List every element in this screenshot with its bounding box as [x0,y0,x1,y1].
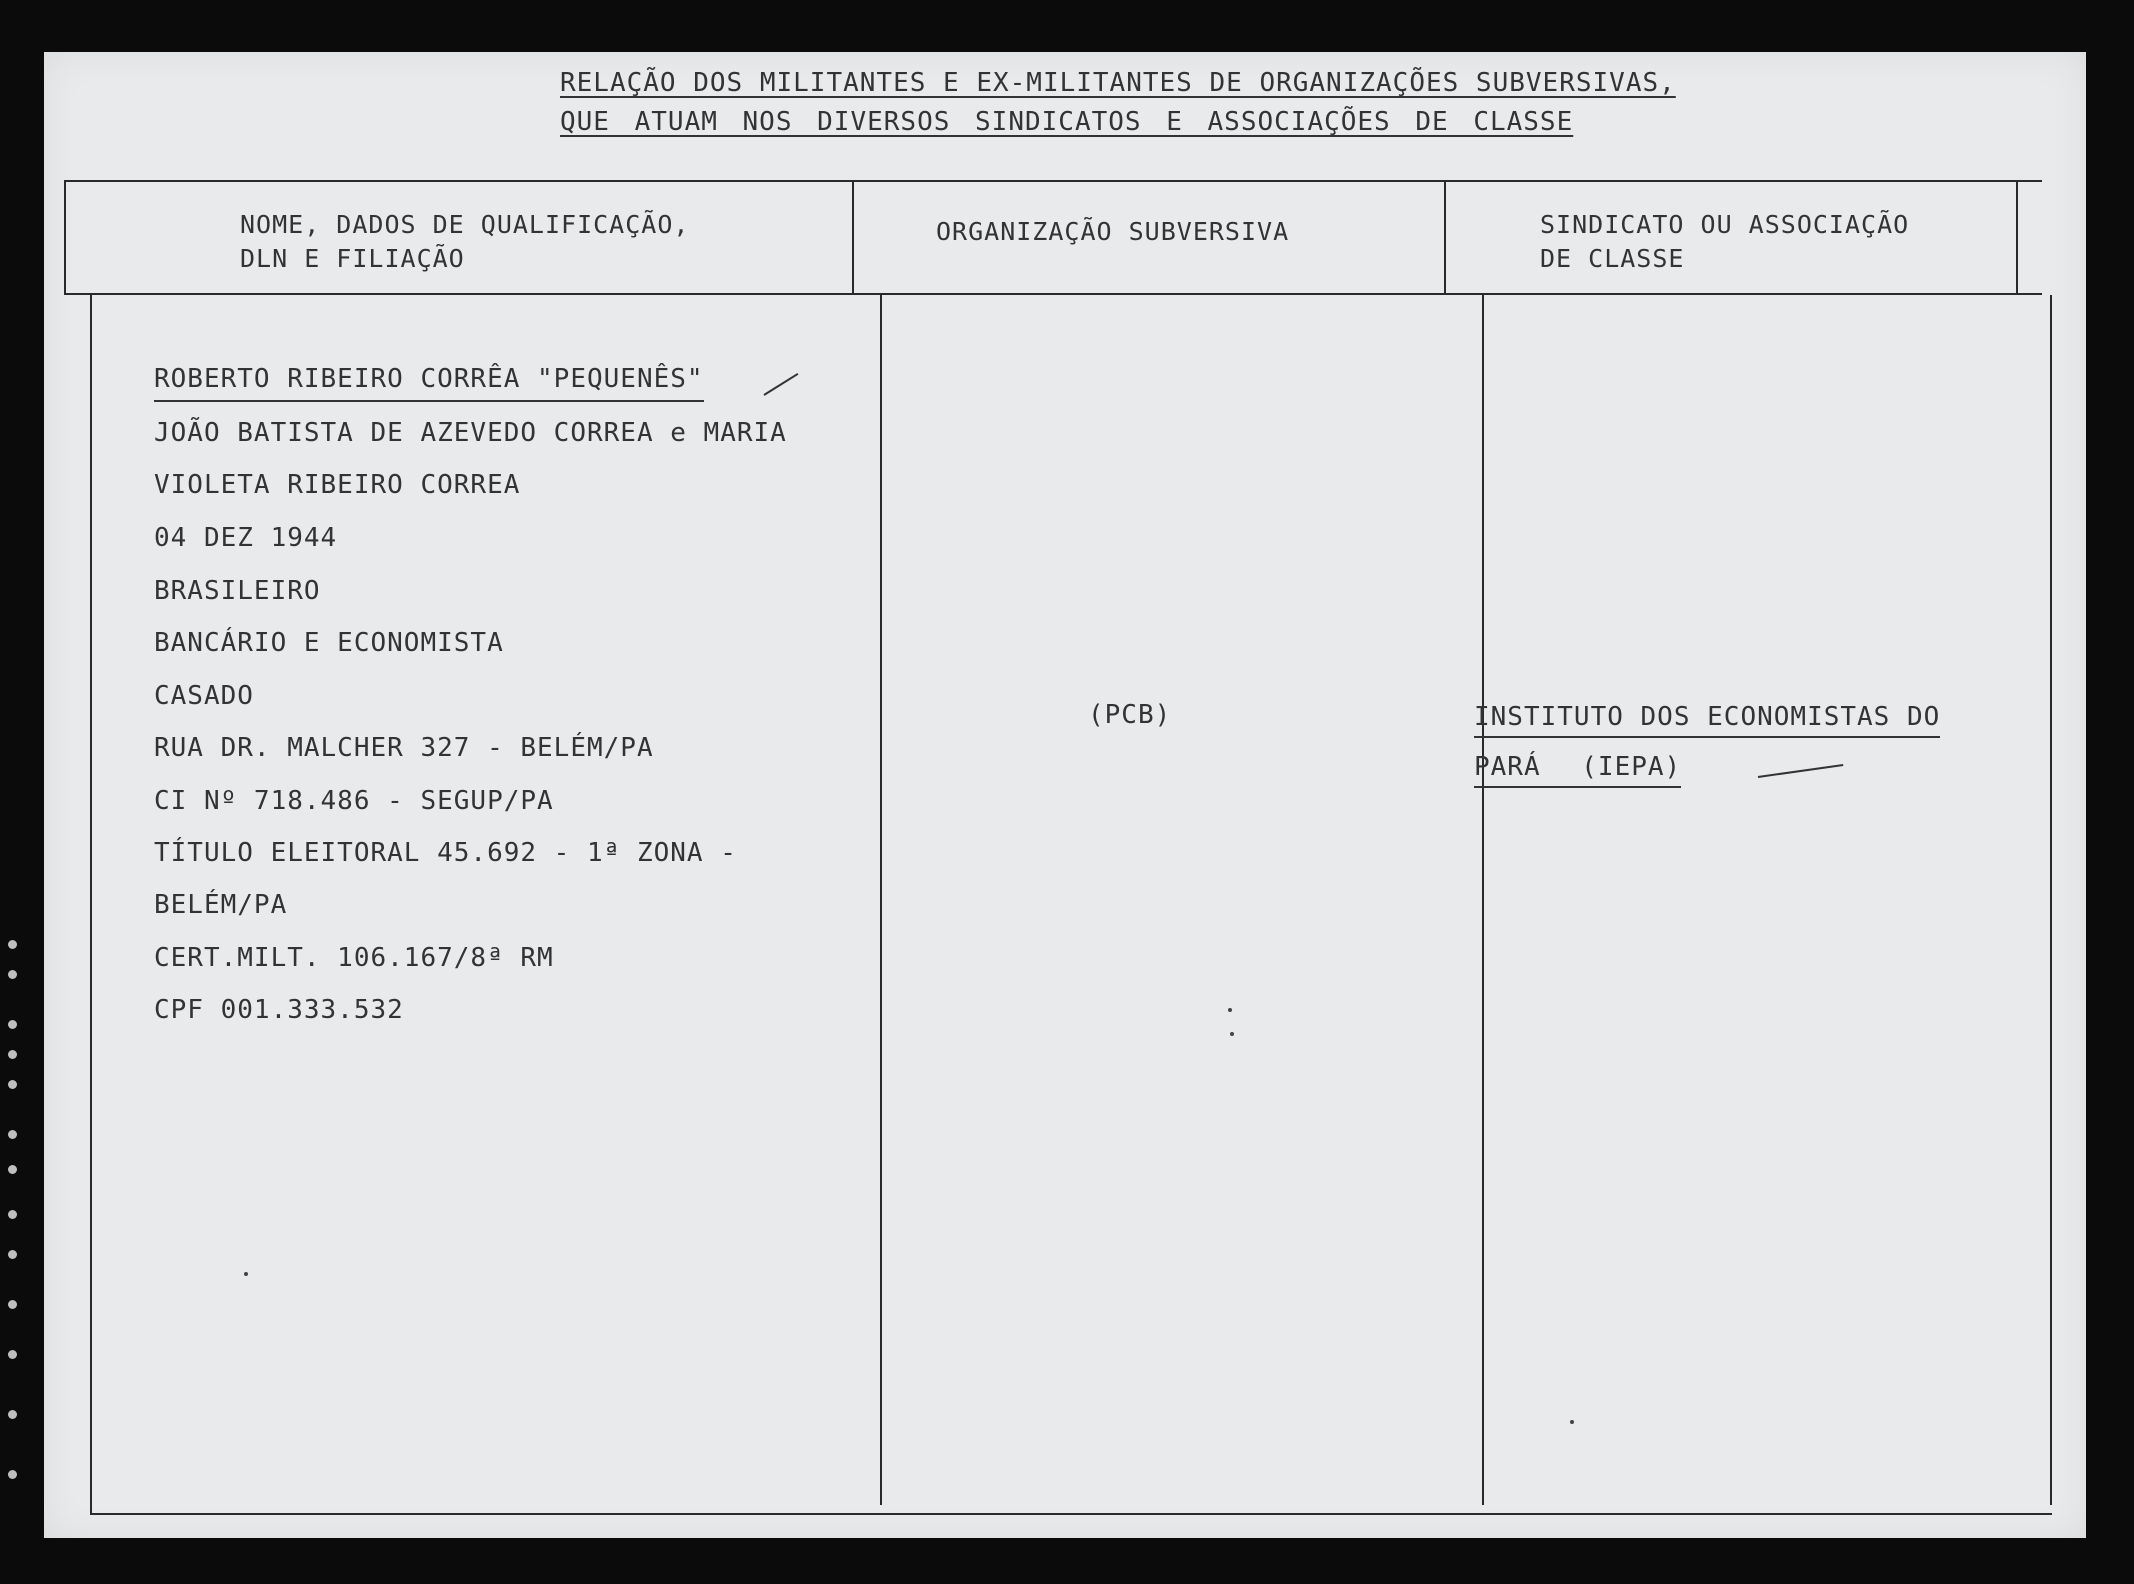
scan-hole [8,1130,17,1139]
entry-association-line-2: PARÁ (IEPA) [1474,752,1681,788]
entry-association-line-1: INSTITUTO DOS ECONOMISTAS DO [1474,702,1940,738]
document-sheet [44,52,2086,1538]
header-col-divider-2 [1444,180,1446,295]
body-left-border [90,295,92,1515]
entry-name: ROBERTO RIBEIRO CORRÊA "PEQUENÊS" [154,364,704,402]
entry-organization: (PCB) [1088,700,1172,730]
detail-line: TÍTULO ELEITORAL 45.692 - 1ª ZONA - [154,838,737,868]
scan-hole [8,1250,17,1259]
detail-line: CPF 001.333.532 [154,995,404,1025]
document-title-line-2: QUE ATUAM NOS DIVERSOS SINDICATOS E ASSOCIAÇÕES DE CLASSE [560,107,1574,137]
body-col-divider-1 [880,295,882,1505]
scan-hole [8,1470,17,1479]
detail-line: BRASILEIRO [154,576,321,606]
scan-hole [8,1300,17,1309]
column-header-organization: ORGANIZAÇÃO SUBVERSIVA [936,217,1290,246]
scan-hole [8,1080,17,1089]
detail-line: 04 DEZ 1944 [154,523,338,553]
header-col-divider-1 [852,180,854,295]
scan-hole [8,1050,17,1059]
scan-speck [244,1272,248,1276]
detail-line: CERT.MILT. 106.167/8ª RM [154,943,554,973]
scan-hole [8,1210,17,1219]
handwritten-dash-mark [1758,764,1843,778]
scan-speck [1230,1032,1234,1036]
header-left-border [64,180,66,295]
table-header-divider [64,293,2042,295]
detail-line: BANCÁRIO E ECONOMISTA [154,628,504,658]
handwritten-check-mark [763,373,798,396]
scan-hole [8,1350,17,1359]
column-header-name: NOME, DADOS DE QUALIFICAÇÃO, DLN E FILIAÇÃO [240,210,690,273]
scan-speck [1228,1008,1232,1012]
scan-hole [8,1410,17,1419]
scan-hole [8,1165,17,1174]
scan-hole [8,970,17,979]
detail-line: CASADO [154,681,254,711]
scan-hole [8,940,17,949]
body-right-border [2050,295,2052,1505]
body-col-divider-2 [1482,295,1484,1505]
table-top-border [64,180,2042,182]
detail-line: JOÃO BATISTA DE AZEVEDO CORREA e MARIA [154,418,787,448]
column-header-association: SINDICATO OU ASSOCIAÇÃO DE CLASSE [1540,210,1910,273]
scan-speck [1570,1420,1574,1424]
header-right-border [2016,180,2018,295]
scan-hole [8,1020,17,1029]
detail-line: VIOLETA RIBEIRO CORREA [154,470,521,500]
table-bottom-border [90,1513,2052,1515]
detail-line: BELÉM/PA [154,890,288,920]
detail-line: CI Nº 718.486 - SEGUP/PA [154,786,554,816]
detail-line: RUA DR. MALCHER 327 - BELÉM/PA [154,733,654,763]
document-title-line-1: RELAÇÃO DOS MILITANTES E EX-MILITANTES DE ORGANIZAÇÕES SUBVERSIVAS, [560,68,1676,98]
